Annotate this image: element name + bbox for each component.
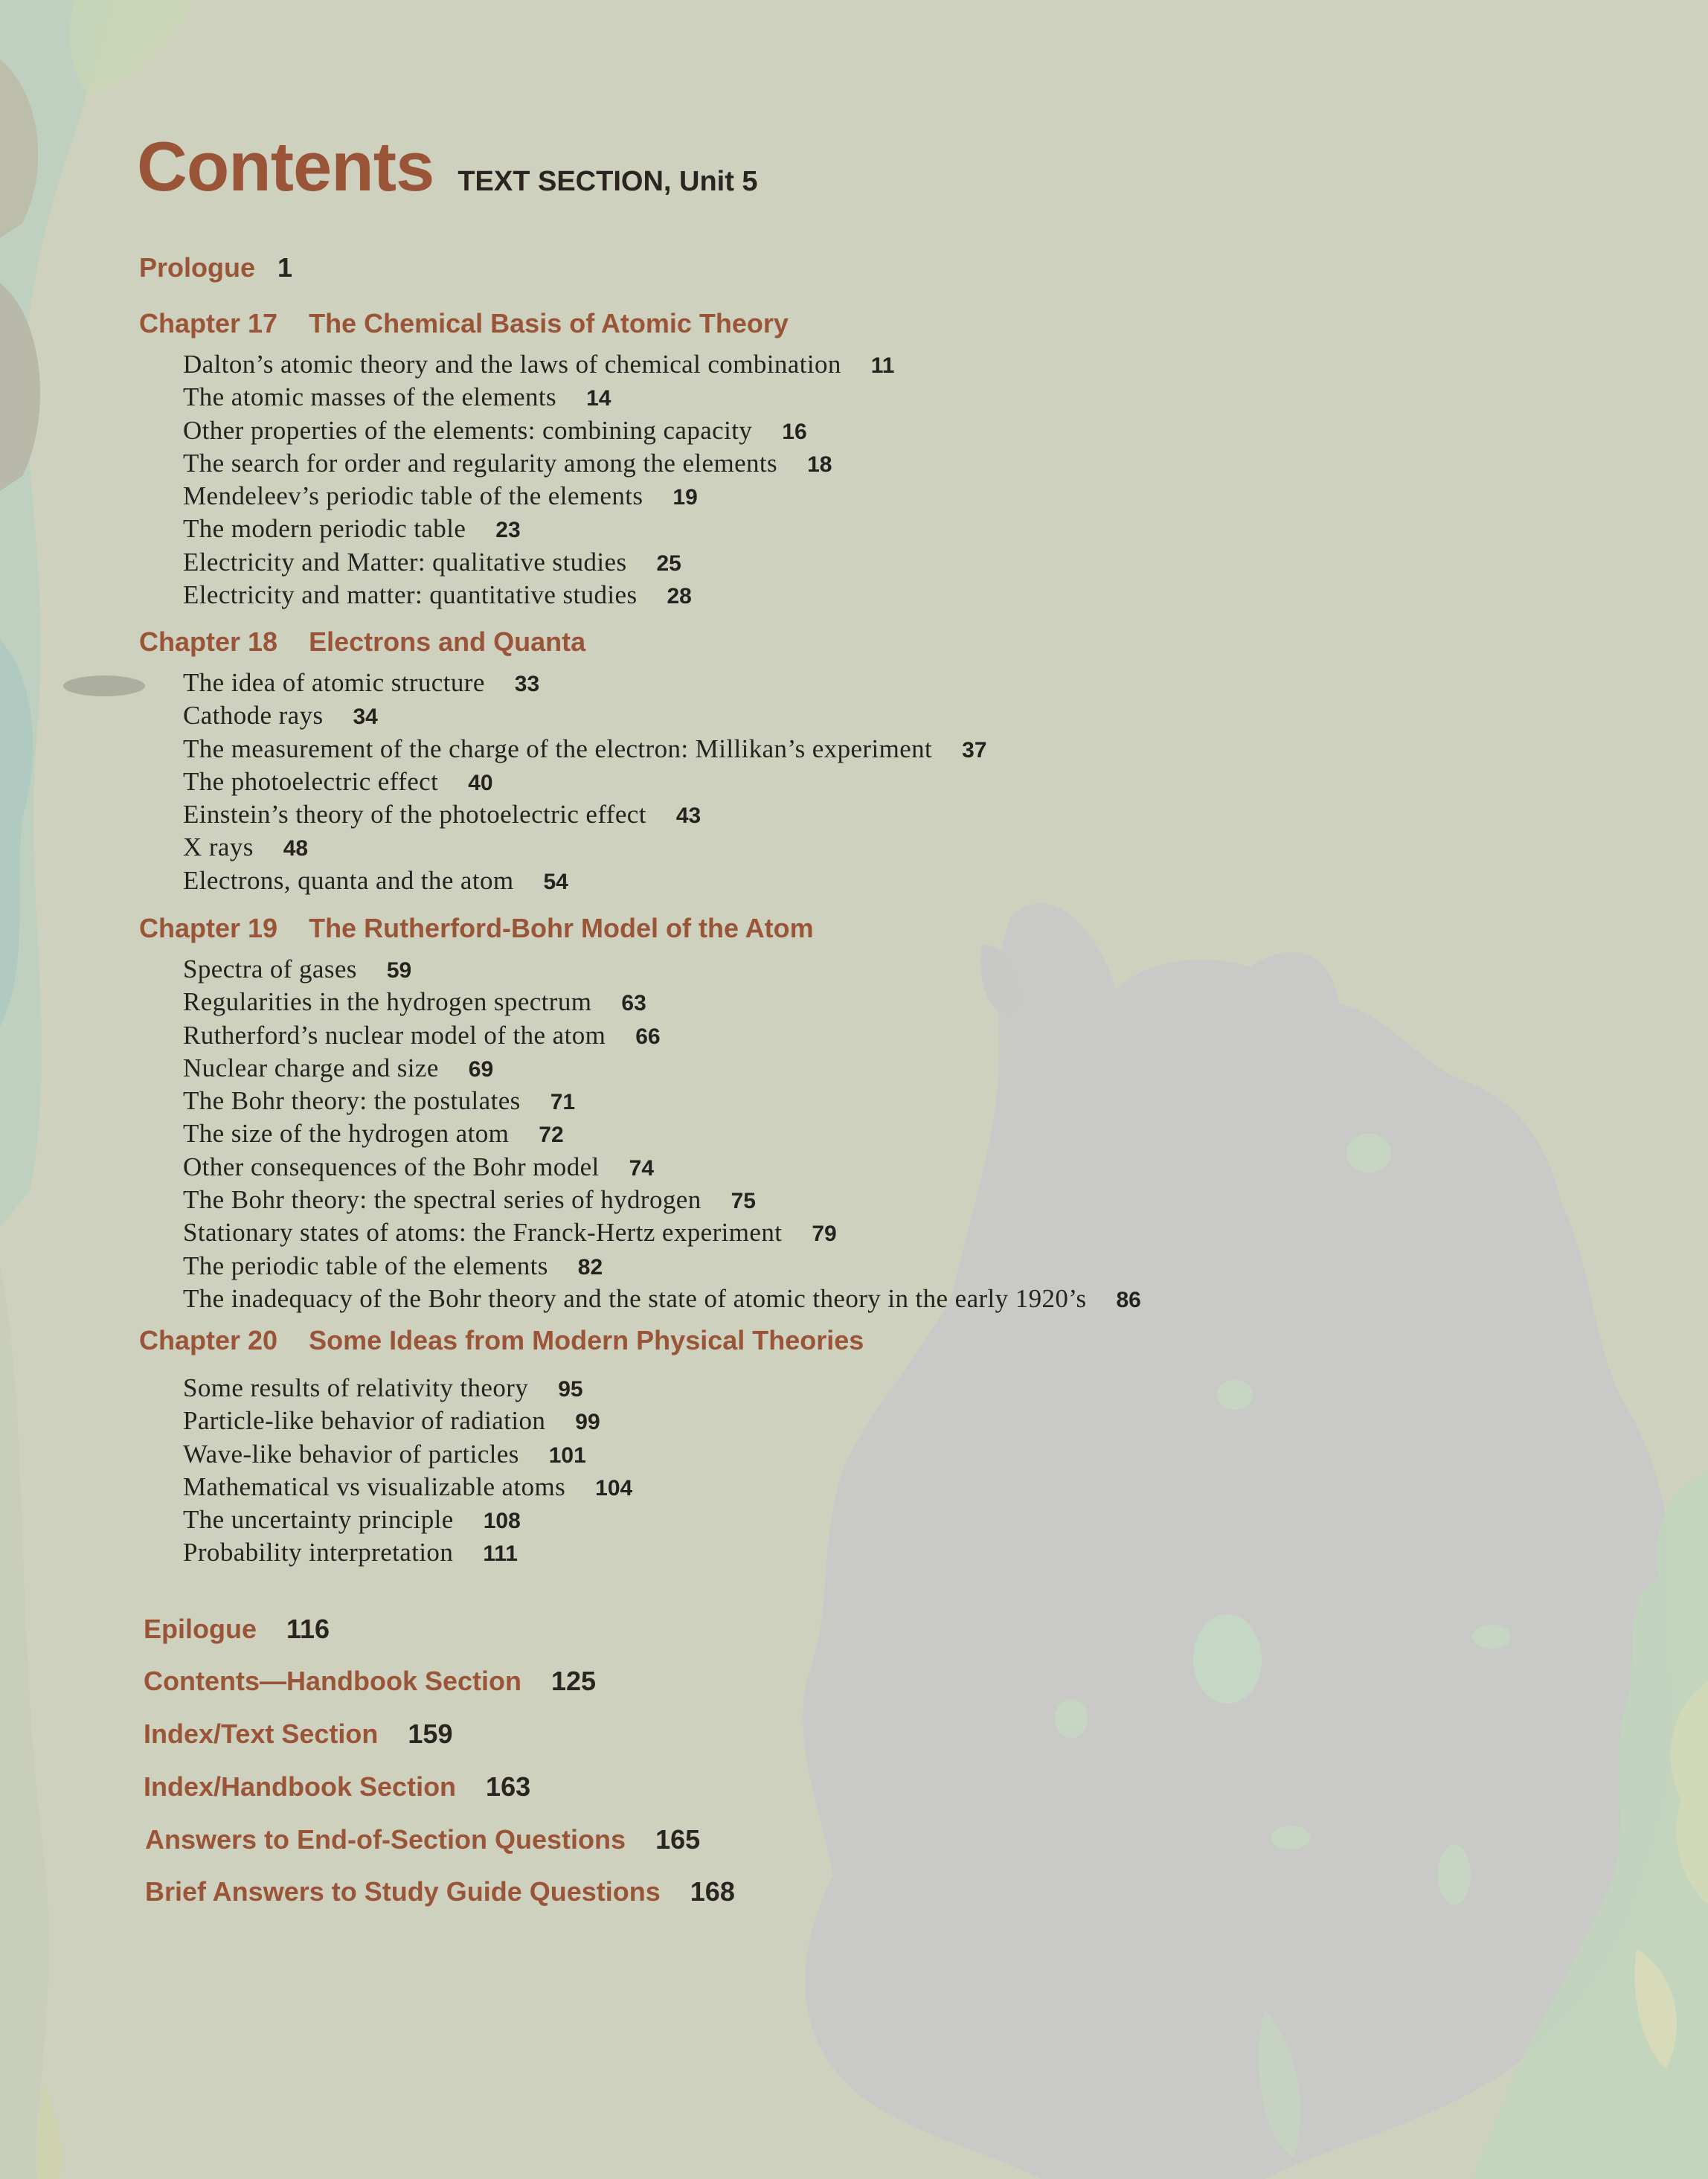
entry-page: 33 [514, 672, 540, 696]
toc-entry[interactable] [183, 1085, 1141, 1118]
entry-page: 25 [656, 551, 681, 576]
toc-entry[interactable] [183, 1472, 632, 1504]
toc-entry[interactable] [183, 448, 894, 481]
entry-page: 71 [550, 1090, 576, 1115]
back-matter-label: Index/Handbook Section [144, 1771, 457, 1802]
entry-text: Dalton’s atomic theory and the laws of chemical combination [183, 350, 841, 379]
prologue-entry[interactable] [139, 251, 292, 284]
back-matter-label: Answers to End-of-Section Questions [145, 1824, 626, 1855]
back-matter-page: 125 [551, 1666, 597, 1696]
entry-text: Other consequences of the Bohr model [183, 1152, 600, 1181]
back-matter-text-index[interactable] [144, 1718, 452, 1750]
toc-entry[interactable] [183, 1251, 1141, 1283]
back-matter-page: 163 [486, 1771, 531, 1802]
page-header [137, 126, 758, 207]
chapter-20-heading[interactable] [139, 1324, 864, 1357]
entry-page: 66 [635, 1024, 661, 1049]
toc-entry[interactable] [183, 1020, 1141, 1053]
toc-entry[interactable] [183, 547, 894, 580]
toc-entry[interactable] [183, 734, 987, 766]
entry-text: Particle-like behavior of radiation [183, 1406, 546, 1436]
chapter-20-entries [183, 1373, 632, 1570]
entry-page: 104 [595, 1475, 633, 1501]
toc-entry[interactable] [183, 667, 987, 700]
entry-text: The inadequacy of the Bohr theory and the state of atomic theory in the early 1920’s [183, 1283, 1087, 1313]
chapter-18-heading[interactable] [139, 626, 585, 658]
entry-text: Electricity and matter: quantitative studies [183, 580, 638, 610]
chapter-number: Chapter 18 [139, 626, 278, 657]
entry-page: 63 [621, 991, 646, 1016]
back-matter-page: 116 [286, 1614, 330, 1644]
toc-entry[interactable] [183, 1152, 1141, 1184]
entry-page: 11 [870, 353, 895, 378]
chapter-17-heading[interactable] [139, 307, 789, 340]
entry-page: 72 [539, 1123, 564, 1148]
back-matter-handbook-index[interactable] [144, 1771, 530, 1803]
toc-entry[interactable] [183, 986, 1141, 1019]
prologue-label: Prologue [139, 252, 256, 283]
entry-text: The Bohr theory: the postulates [183, 1086, 521, 1116]
entry-text: The modern periodic table [183, 514, 466, 544]
toc-entry[interactable] [183, 865, 987, 898]
entry-page: 18 [807, 452, 832, 477]
entry-page: 34 [353, 705, 378, 730]
entry-text: Wave-like behavior of particles [183, 1439, 519, 1469]
entry-text: Some results of relativity theory [183, 1373, 529, 1402]
entry-page: 95 [558, 1377, 583, 1402]
entry-text: Stationary states of atoms: the Franck-Hertz experiment [183, 1218, 783, 1248]
toc-entry[interactable] [183, 954, 1141, 986]
entry-text: The atomic masses of the elements [183, 382, 557, 412]
chapter-number: Chapter 17 [139, 308, 278, 338]
chapter-19-entries [183, 954, 1141, 1316]
page-subtitle: TEXT SECTION, Unit 5 [458, 166, 758, 197]
back-matter-epilogue[interactable] [144, 1613, 330, 1646]
chapter-18-entries [183, 667, 987, 898]
entry-page: 111 [483, 1541, 518, 1567]
entry-text: Cathode rays [183, 701, 324, 731]
entry-text: The search for order and regularity among the elements [183, 448, 778, 478]
entry-page: 99 [575, 1410, 600, 1435]
toc-entry[interactable] [183, 832, 987, 864]
chapter-title: Electrons and Quanta [309, 626, 586, 657]
entry-text: Mathematical vs visualizable atoms [183, 1472, 566, 1501]
entry-page: 23 [495, 518, 521, 543]
chapter-title: The Rutherford-Bohr Model of the Atom [309, 913, 814, 943]
entry-text: Spectra of gases [183, 954, 357, 983]
entry-text: Other properties of the elements: combining capacity [183, 415, 753, 445]
toc-entry[interactable] [183, 1184, 1141, 1217]
entry-text: The uncertainty principle [183, 1505, 454, 1535]
entry-page: 108 [483, 1509, 521, 1534]
entry-text: Mendeleev’s periodic table of the elements [183, 481, 643, 511]
entry-page: 40 [468, 770, 493, 795]
entry-text: Electricity and Matter: qualitative studies [183, 547, 627, 577]
entry-page: 48 [283, 836, 309, 861]
entry-text: Einstein’s theory of the photoelectric effect [183, 800, 646, 829]
entry-text: X rays [183, 832, 254, 862]
toc-entry[interactable] [183, 1053, 1141, 1085]
toc-entry[interactable] [183, 580, 894, 612]
chapter-number: Chapter 20 [139, 1325, 278, 1355]
entry-page: 74 [629, 1155, 655, 1181]
entry-text: Rutherford’s nuclear model of the atom [183, 1020, 606, 1050]
toc-entry[interactable] [183, 1283, 1141, 1316]
toc-entry[interactable] [183, 349, 894, 382]
toc-entry[interactable] [183, 382, 894, 414]
chapter-number: Chapter 19 [139, 913, 278, 943]
back-matter-label: Epilogue [144, 1614, 257, 1644]
toc-entry[interactable] [183, 1439, 632, 1472]
entry-page: 19 [672, 485, 698, 510]
page-title: Contents [137, 127, 434, 205]
toc-entry[interactable] [183, 415, 894, 448]
toc-entry[interactable] [183, 1537, 632, 1570]
entry-page: 59 [386, 958, 412, 983]
back-matter-answers[interactable] [145, 1823, 700, 1856]
entry-page: 79 [812, 1222, 837, 1247]
chapter-title: The Chemical Basis of Atomic Theory [309, 308, 789, 338]
entry-page: 54 [543, 869, 568, 894]
entry-text: Electrons, quanta and the atom [183, 865, 514, 895]
entry-text: The size of the hydrogen atom [183, 1119, 510, 1149]
back-matter-label: Brief Answers to Study Guide Questions [145, 1876, 661, 1907]
chapter-title: Some Ideas from Modern Physical Theories [309, 1325, 864, 1355]
back-matter-page: 165 [655, 1824, 701, 1855]
entry-page: 75 [731, 1189, 756, 1214]
back-matter-label: Index/Text Section [144, 1719, 379, 1749]
entry-page: 28 [667, 584, 692, 609]
entry-page: 37 [962, 737, 987, 763]
toc-entry[interactable] [183, 1373, 632, 1405]
back-matter-label: Contents—Handbook Section [144, 1666, 522, 1696]
entry-page: 69 [468, 1056, 494, 1082]
back-matter-handbook-contents[interactable] [144, 1665, 596, 1698]
chapter-19-heading[interactable] [139, 912, 814, 945]
entry-text: The idea of atomic structure [183, 668, 485, 697]
entry-text: The photoelectric effect [183, 766, 439, 796]
entry-text: Regularities in the hydrogen spectrum [183, 987, 592, 1017]
prologue-page: 1 [277, 252, 293, 283]
entry-text: Probability interpretation [183, 1538, 454, 1567]
toc-entry[interactable] [183, 799, 987, 832]
entry-page: 43 [675, 803, 702, 829]
back-matter-study-guide-answers[interactable] [145, 1875, 735, 1908]
toc-entry[interactable] [183, 766, 987, 799]
entry-page: 82 [577, 1254, 603, 1280]
entry-text: Nuclear charge and size [183, 1053, 439, 1082]
chapter-17-entries [183, 349, 894, 612]
toc-entry[interactable] [183, 1118, 1141, 1151]
toc-entry[interactable] [183, 1405, 632, 1438]
toc-entry[interactable] [183, 513, 894, 546]
toc-entry[interactable] [183, 700, 987, 733]
back-matter-page: 159 [408, 1719, 453, 1749]
entry-text: The Bohr theory: the spectral series of hydrogen [183, 1185, 702, 1215]
entry-page: 86 [1116, 1287, 1141, 1312]
entry-page: 14 [586, 386, 611, 411]
toc-entry[interactable] [183, 1504, 632, 1537]
entry-page: 101 [548, 1442, 586, 1468]
entry-page: 16 [782, 419, 807, 444]
toc-entry[interactable] [183, 481, 894, 513]
entry-text: The measurement of the charge of the electron: Millikan’s experiment [183, 734, 933, 763]
entry-text: The periodic table of the elements [183, 1251, 548, 1280]
back-matter-page: 168 [690, 1876, 735, 1907]
toc-entry[interactable] [183, 1217, 1141, 1250]
